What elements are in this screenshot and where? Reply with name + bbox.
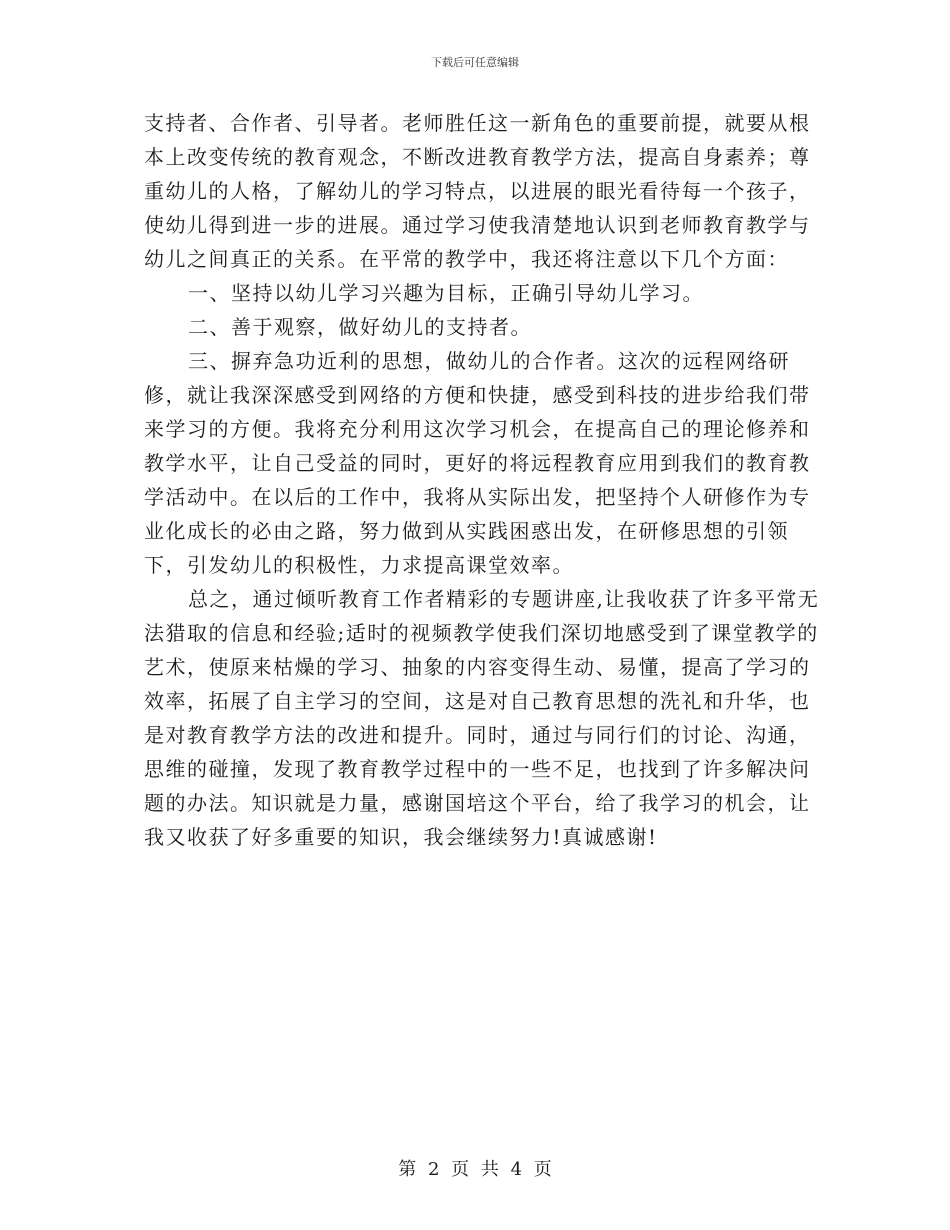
page-number: 第 2 页 共 4 页: [398, 1159, 552, 1180]
paragraph-continuation: 支持者、合作者、引导者。老师胜任这一新角色的重要前提，就要从根本上改变传统的教育观念，不断改进教育教学方法，提高自身素养；尊重幼儿的人格，了解幼儿的学习特点，以进展的眼光看待每一个孩子，使幼儿得到进一步的进展。通过学习使我清楚地认识到老师教育教学与幼儿之间真正的关系。在平常的教学中，我还将注意以下几个方面：: [144, 111, 811, 271]
page-header: 下载后可任意编辑: [431, 56, 519, 69]
paragraph-summary: 总之，通过倾听教育工作者精彩的专题讲座,让我收获了许多平常无法猎取的信息和经验;适时的视频教学使我们深切地感受到了课堂教学的艺术，使原来枯燥的学习、抽象的内容变得生动、易懂，提高了学习的效率，拓展了自主学习的空间，这是对自己教育思想的洗礼和升华，也是对教育教学方法的改进和提升。同时，通过与同行们的讨论、沟通，思维的碰撞，发现了教育教学过程中的一些不足，也找到了许多解决问题的办法。知识就是力量，感谢国培这个平台，给了我学习的机会，让我又收获了好多重要的知识，我会继续努力!真诚感谢!: [144, 587, 820, 849]
document-body: [144, 106, 824, 854]
paragraph-point-one: 一、坚持以幼儿学习兴趣为目标，正确引导幼儿学习。: [188, 281, 704, 305]
paragraph-point-two: 二、善于观察，做好幼儿的支持者。: [188, 315, 532, 339]
paragraph-point-three: 三、摒弃急功近利的思想，做幼儿的合作者。这次的远程网络研修，就让我深深感受到网络的方便和快捷，感受到科技的进步给我们带来学习的方便。我将充分利用这次学习机会，在提高自己的理论修养和教学水平，让自己受益的同时，更好的将远程教育应用到我们的教育教学活动中。在以后的工作中，我将从实际出发，把坚持个人研修作为专业化成长的必由之路，努力做到从实践困惑出发，在研修思想的引领下，引发幼儿的积极性，力求提高课堂效率。: [144, 349, 811, 577]
